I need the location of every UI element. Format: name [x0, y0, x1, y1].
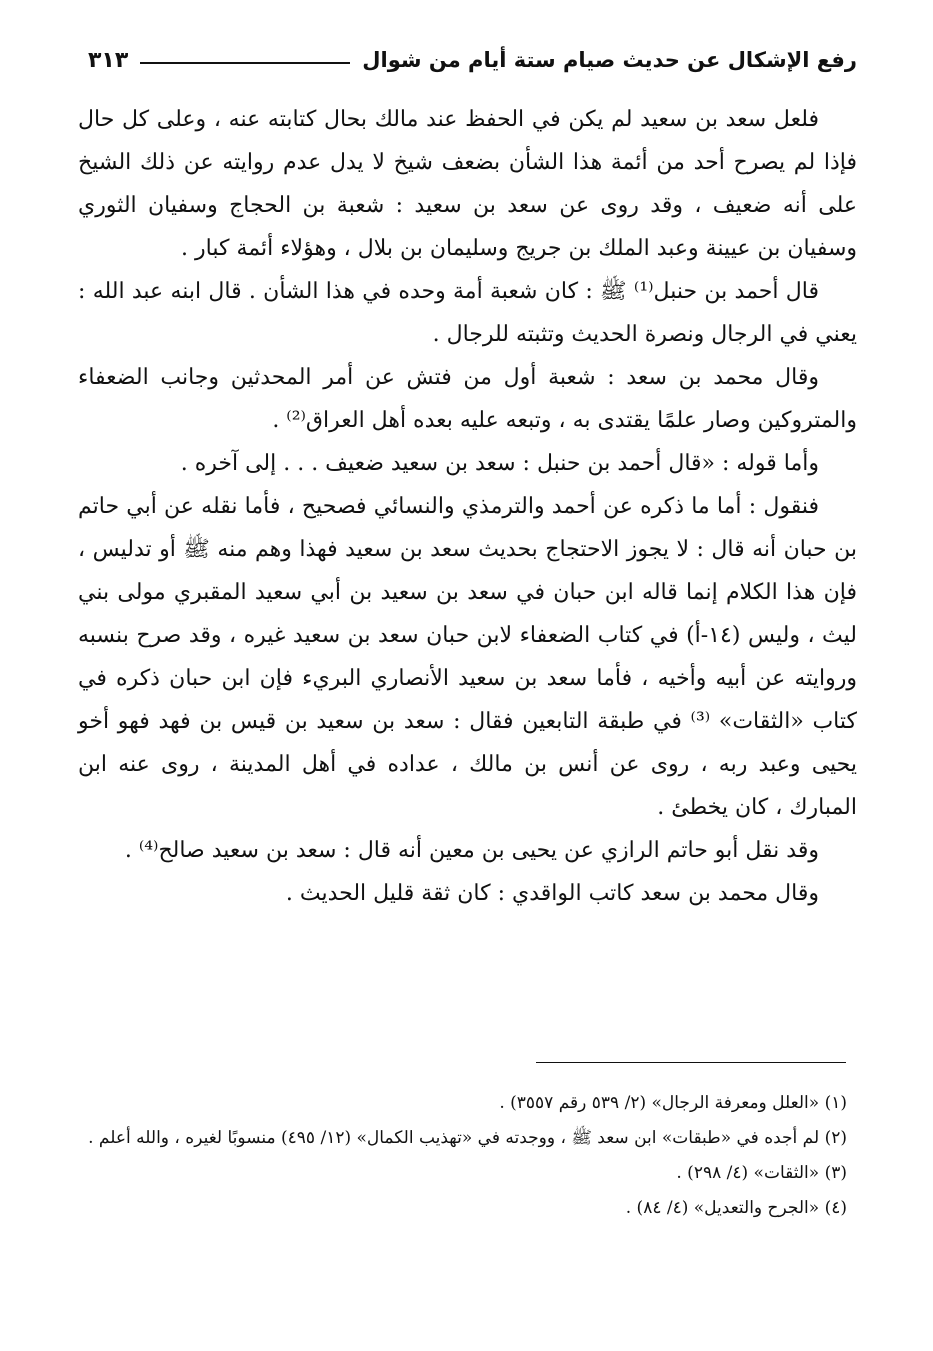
- page-number: ٣١٣: [88, 47, 129, 73]
- paragraph: وقال محمد بن سعد : شعبة أول من فتش عن أمر المحدثين وجانب الضعفاء والمتروكين وصار علمًا يقتدى به ، وتبعه عليه بعده أهل العراق⁽²⁾ .: [78, 365, 857, 433]
- footnote: (٤) «الجرح والتعديل» (٤/ ٨٤) .: [625, 1198, 847, 1218]
- footnote: (١) «العلل ومعرفة الرجال» (٢/ ٥٣٩ رقم ٣٥٥٧) .: [499, 1093, 847, 1113]
- paragraph: وقال محمد بن سعد كاتب الواقدي : كان ثقة قليل الحديث .: [285, 881, 819, 906]
- paragraph: فلعل سعد بن سعيد لم يكن في الحفظ عند مالك بحال كتابته عنه ، وعلى كل حال فإذا لم يصرح أحد من أئمة هذا الشأن بضعف شيخ لا يدل عدم روايته عن ذلك الشيخ على أنه ضعيف ، وقد روى عن سعد بن سعيد : شعبة بن الحجاج وسفيان الثوري وسفيان بن عيينة وعبد الملك بن جريج وسليمان بن بلال ، وهؤلاء أئمة كبار .: [78, 107, 857, 261]
- header-title: رفع الإشكال عن حديث صيام ستة أيام من شوال: [362, 48, 857, 72]
- footnote-divider: [536, 1062, 846, 1063]
- paragraph: وأما قوله : «قال أحمد بن حنبل : سعد بن سعيد ضعيف . . . إلى آخره .: [180, 451, 819, 476]
- paragraph: قال أحمد بن حنبل⁽¹⁾ ﷺ : كان شعبة أمة وحده في هذا الشأن . قال ابنه عبد الله : يعني في الرجال ونصرة الحديث وتثبته للرجال .: [78, 279, 857, 347]
- footnote: (٢) لم أجده في «طبقات» ابن سعد ﷺ ، ووجدته في «تهذيب الكمال» (١٢/ ٤٩٥) منسوبًا لغيره ، والله أعلم .: [88, 1128, 847, 1148]
- paragraph: وقد نقل أبو حاتم الرازي عن يحيى بن معين أنه قال : سعد بن سعيد صالح⁽⁴⁾ .: [124, 838, 819, 863]
- running-header: [88, 40, 857, 80]
- main-text: [78, 98, 857, 915]
- paragraph: فنقول : أما ما ذكره عن أحمد والترمذي والنسائي فصحيح ، فأما نقله عن أبي حاتم بن حبان أنه قال : لا يجوز الاحتجاج بحديث سعد بن سعيد فهذا وهم منه ﷺ أو تدليس ، فإن هذا الكلام إنما قاله ابن حبان في سعد بن سعيد بن أبي سعيد المقبري مولى بني ليث ، وليس (١٤-أ) في كتاب الضعفاء لابن حبان سعد بن سعيد غيره ، وقد صرح بنسبه وروايته عن أبيه وأخيه ، فأما سعد بن سعيد الأنصاري البريء فإن ابن حبان ذكره في كتاب «الثقات» ⁽³⁾ في طبقة التابعين فقال : سعد بن سعيد بن قيس بن فهد فهو أخو يحيى وعبد ربه ، روى عن أنس بن مالك ، عداده في أهل المدينة ، روى عنه ابن المبارك ، كان يخطئ .: [78, 494, 857, 820]
- footnote: (٣) «الثقات» (٤/ ٢٩٨) .: [676, 1163, 847, 1183]
- footnotes: [70, 1088, 847, 1228]
- header-rule: [140, 62, 350, 64]
